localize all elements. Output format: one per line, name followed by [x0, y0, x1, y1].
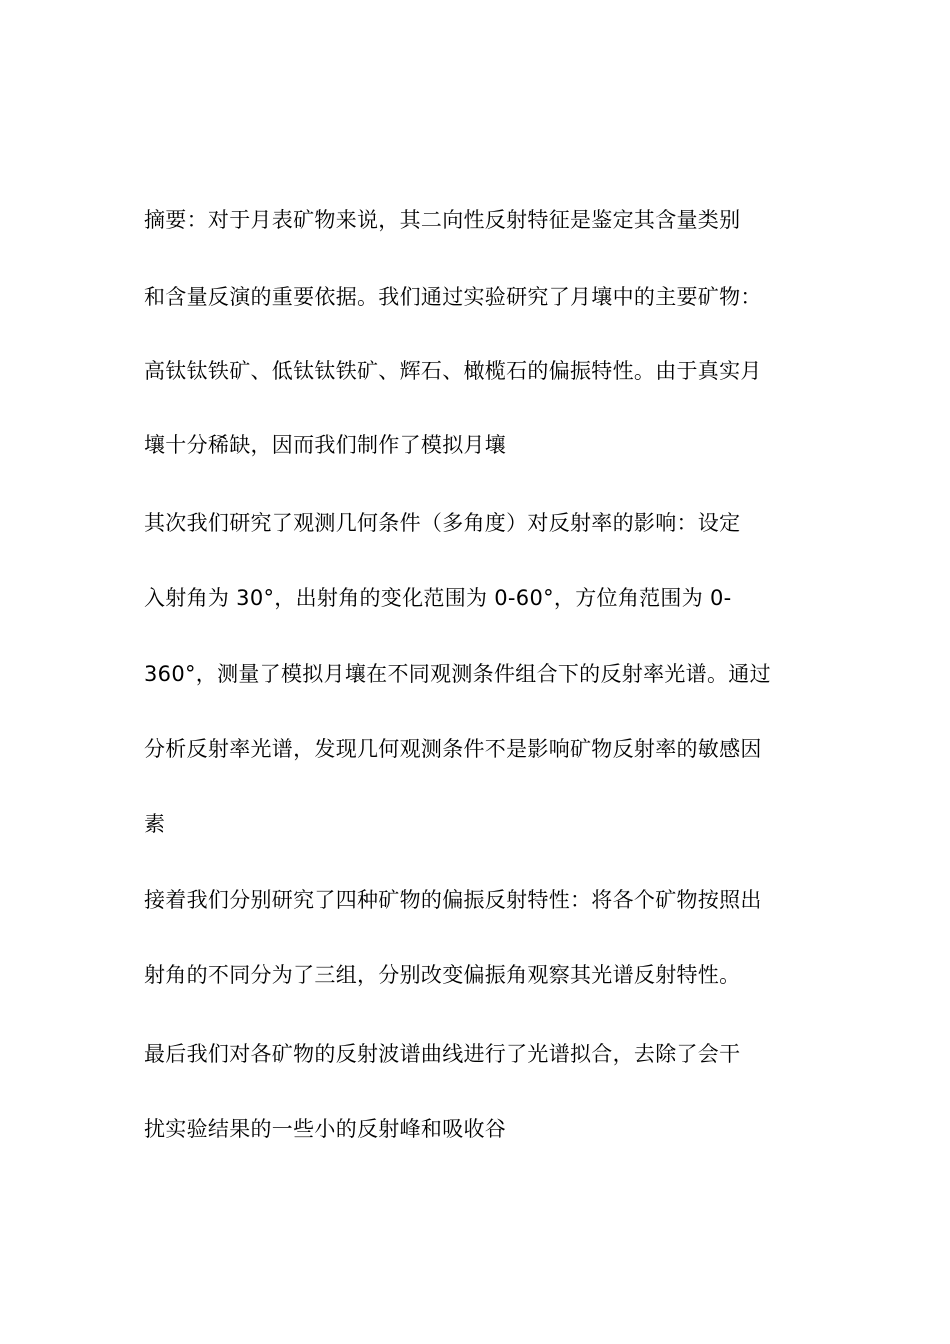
abstract-line-12: 最后我们对各矿物的反射波谱曲线进行了光谱拟合，去除了会干 — [144, 1042, 741, 1066]
abstract-line-7: 360°，测量了模拟月壤在不同观测条件组合下的反射率光谱。通过 — [144, 662, 771, 686]
abstract-line-2: 和含量反演的重要依据。我们通过实验研究了月壤中的主要矿物： — [144, 285, 762, 309]
abstract-line-10: 接着我们分别研究了四种矿物的偏振反射特性：将各个矿物按照出 — [144, 888, 762, 912]
abstract-line-13: 扰实验结果的一些小的反射峰和吸收谷 — [144, 1117, 507, 1141]
abstract-line-9: 素 — [144, 812, 166, 836]
abstract-line-6: 入射角为 30°，出射角的变化范围为 0-60°，方位角范围为 0- — [144, 586, 732, 610]
abstract-line-11: 射角的不同分为了三组，分别改变偏振角观察其光谱反射特性。 — [144, 963, 741, 987]
abstract-line-3: 高钛钛铁矿、低钛钛铁矿、辉石、橄榄石的偏振特性。由于真实月 — [144, 359, 762, 383]
abstract-line-5: 其次我们研究了观测几何条件（多角度）对反射率的影响：设定 — [144, 511, 741, 535]
abstract-line-4: 壤十分稀缺，因而我们制作了模拟月壤 — [144, 433, 507, 457]
abstract-line-8: 分析反射率光谱，发现几何观测条件不是影响矿物反射率的敏感因 — [144, 737, 762, 761]
abstract-line-1: 摘要：对于月表矿物来说，其二向性反射特征是鉴定其含量类别 — [144, 208, 741, 232]
